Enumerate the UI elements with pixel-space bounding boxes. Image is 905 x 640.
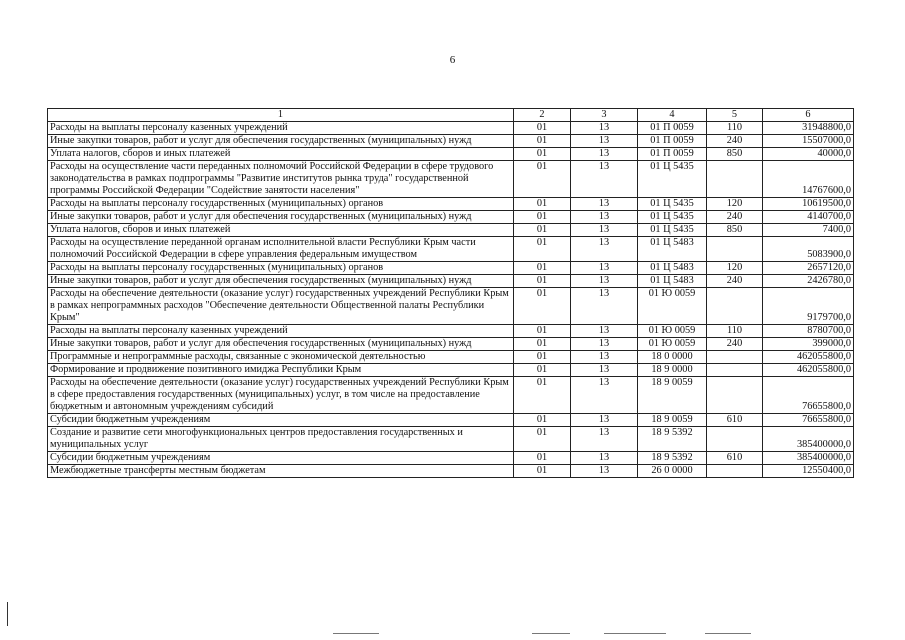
table-header-row xyxy=(48,109,854,122)
row-section: 01 xyxy=(514,122,571,135)
row-target-article: 01 Ц 5435 xyxy=(638,224,707,237)
row-amount: 40000,0 xyxy=(763,148,854,161)
row-amount: 76655800,0 xyxy=(763,414,854,427)
row-name: Расходы на выплаты персоналу казенных учреждений xyxy=(48,122,514,135)
footer-line xyxy=(532,633,570,634)
table-row xyxy=(48,351,854,364)
table-row xyxy=(48,224,854,237)
row-subsection: 13 xyxy=(571,148,638,161)
row-target-article: 01 Ц 5483 xyxy=(638,237,707,262)
row-subsection: 13 xyxy=(571,452,638,465)
row-amount: 462055800,0 xyxy=(763,364,854,377)
header-cell-6: 6 xyxy=(763,109,854,122)
row-amount: 8780700,0 xyxy=(763,325,854,338)
row-section: 01 xyxy=(514,325,571,338)
row-amount: 5083900,0 xyxy=(763,237,854,262)
row-name: Создание и развитие сети многофункциональных центров предоставления государственных и муниципальных услуг xyxy=(48,427,514,452)
row-name: Иные закупки товаров, работ и услуг для обеспечения государственных (муниципальных) нужд xyxy=(48,338,514,351)
row-section: 01 xyxy=(514,364,571,377)
row-name: Программные и непрограммные расходы, связанные с экономической деятельностью xyxy=(48,351,514,364)
row-section: 01 xyxy=(514,465,571,478)
row-amount: 385400000,0 xyxy=(763,452,854,465)
row-target-article: 01 П 0059 xyxy=(638,135,707,148)
row-subsection: 13 xyxy=(571,122,638,135)
row-name: Расходы на осуществление части переданных полномочий Российской Федерации в сфере трудового законодательства в рамках подпрограммы "Развитие институтов рынка труда" государственной программы Российской Федерации "Содействие занятости населения" xyxy=(48,161,514,198)
header-cell-2: 2 xyxy=(514,109,571,122)
table-row xyxy=(48,338,854,351)
row-section: 01 xyxy=(514,211,571,224)
row-subsection: 13 xyxy=(571,427,638,452)
row-name: Межбюджетные трансферты местным бюджетам xyxy=(48,465,514,478)
row-section: 01 xyxy=(514,135,571,148)
footer-line xyxy=(705,633,751,634)
row-target-article: 18 9 0000 xyxy=(638,364,707,377)
row-expense-type: 110 xyxy=(707,122,763,135)
row-amount: 7400,0 xyxy=(763,224,854,237)
header-cell-3: 3 xyxy=(571,109,638,122)
row-section: 01 xyxy=(514,351,571,364)
row-expense-type xyxy=(707,161,763,198)
margin-mark xyxy=(7,602,8,626)
row-subsection: 13 xyxy=(571,135,638,148)
header-cell-4: 4 xyxy=(638,109,707,122)
row-section: 01 xyxy=(514,427,571,452)
table-row xyxy=(48,161,854,198)
row-expense-type: 120 xyxy=(707,198,763,211)
row-target-article: 01 Ю 0059 xyxy=(638,288,707,325)
row-expense-type: 850 xyxy=(707,224,763,237)
row-name: Расходы на обеспечение деятельности (оказание услуг) государственных учреждений Республики Крым в рамках непрограммных расходов "Обеспечение деятельности Общественной палаты Республики Крым" xyxy=(48,288,514,325)
row-subsection: 13 xyxy=(571,377,638,414)
row-expense-type: 610 xyxy=(707,452,763,465)
row-name: Уплата налогов, сборов и иных платежей xyxy=(48,224,514,237)
row-section: 01 xyxy=(514,262,571,275)
row-amount: 2426780,0 xyxy=(763,275,854,288)
table-row xyxy=(48,325,854,338)
table-row xyxy=(48,377,854,414)
budget-table-body xyxy=(48,109,854,478)
row-section: 01 xyxy=(514,237,571,262)
row-subsection: 13 xyxy=(571,465,638,478)
row-amount: 9179700,0 xyxy=(763,288,854,325)
row-subsection: 13 xyxy=(571,224,638,237)
row-name: Расходы на выплаты персоналу государственных (муниципальных) органов xyxy=(48,198,514,211)
row-subsection: 13 xyxy=(571,237,638,262)
row-section: 01 xyxy=(514,452,571,465)
header-cell-1: 1 xyxy=(48,109,514,122)
row-expense-type: 240 xyxy=(707,338,763,351)
row-section: 01 xyxy=(514,338,571,351)
row-expense-type: 240 xyxy=(707,275,763,288)
row-amount: 76655800,0 xyxy=(763,377,854,414)
row-amount: 462055800,0 xyxy=(763,351,854,364)
row-amount: 15507000,0 xyxy=(763,135,854,148)
row-name: Расходы на обеспечение деятельности (оказание услуг) государственных учреждений Республики Крым в сфере предоставления государственных (муниципальных) услуг, в том числе на предоставление бюджетным и автономным учреждениям субсидий xyxy=(48,377,514,414)
row-subsection: 13 xyxy=(571,338,638,351)
table-row xyxy=(48,364,854,377)
row-name: Субсидии бюджетным учреждениям xyxy=(48,414,514,427)
row-target-article: 01 Ц 5435 xyxy=(638,211,707,224)
row-subsection: 13 xyxy=(571,288,638,325)
row-expense-type xyxy=(707,465,763,478)
row-expense-type: 240 xyxy=(707,135,763,148)
table-row xyxy=(48,465,854,478)
row-target-article: 18 9 5392 xyxy=(638,427,707,452)
row-target-article: 18 9 0059 xyxy=(638,377,707,414)
table-row xyxy=(48,414,854,427)
row-target-article: 18 0 0000 xyxy=(638,351,707,364)
row-section: 01 xyxy=(514,224,571,237)
row-expense-type xyxy=(707,351,763,364)
budget-table xyxy=(47,108,854,478)
row-amount: 14767600,0 xyxy=(763,161,854,198)
row-subsection: 13 xyxy=(571,211,638,224)
row-target-article: 01 Ц 5483 xyxy=(638,275,707,288)
row-name: Иные закупки товаров, работ и услуг для обеспечения государственных (муниципальных) нужд xyxy=(48,275,514,288)
row-section: 01 xyxy=(514,288,571,325)
row-subsection: 13 xyxy=(571,161,638,198)
row-expense-type: 850 xyxy=(707,148,763,161)
row-target-article: 01 Ц 5435 xyxy=(638,161,707,198)
row-subsection: 13 xyxy=(571,198,638,211)
row-target-article: 01 Ц 5435 xyxy=(638,198,707,211)
table-row xyxy=(48,452,854,465)
table-row xyxy=(48,135,854,148)
row-name: Иные закупки товаров, работ и услуг для обеспечения государственных (муниципальных) нужд xyxy=(48,211,514,224)
table-row xyxy=(48,211,854,224)
row-section: 01 xyxy=(514,148,571,161)
row-subsection: 13 xyxy=(571,414,638,427)
row-target-article: 18 9 0059 xyxy=(638,414,707,427)
table-row xyxy=(48,237,854,262)
table-row xyxy=(48,427,854,452)
table-row xyxy=(48,148,854,161)
header-cell-5: 5 xyxy=(707,109,763,122)
page-number: 6 xyxy=(449,54,456,66)
row-name: Расходы на осуществление переданной органам исполнительной власти Республики Крым части полномочий Российской Федерации в сфере управления федеральным имуществом xyxy=(48,237,514,262)
row-amount: 399000,0 xyxy=(763,338,854,351)
row-target-article: 26 0 0000 xyxy=(638,465,707,478)
row-expense-type xyxy=(707,237,763,262)
row-amount: 385400000,0 xyxy=(763,427,854,452)
row-amount: 10619500,0 xyxy=(763,198,854,211)
row-name: Формирование и продвижение позитивного имиджа Республики Крым xyxy=(48,364,514,377)
row-expense-type xyxy=(707,288,763,325)
row-expense-type: 110 xyxy=(707,325,763,338)
row-section: 01 xyxy=(514,377,571,414)
table-row xyxy=(48,275,854,288)
row-expense-type: 610 xyxy=(707,414,763,427)
row-name: Уплата налогов, сборов и иных платежей xyxy=(48,148,514,161)
row-amount: 2657120,0 xyxy=(763,262,854,275)
row-amount: 12550400,0 xyxy=(763,465,854,478)
row-target-article: 01 П 0059 xyxy=(638,148,707,161)
row-name: Субсидии бюджетным учреждениям xyxy=(48,452,514,465)
row-section: 01 xyxy=(514,414,571,427)
row-target-article: 18 9 5392 xyxy=(638,452,707,465)
row-section: 01 xyxy=(514,161,571,198)
row-name: Иные закупки товаров, работ и услуг для обеспечения государственных (муниципальных) нужд xyxy=(48,135,514,148)
table-row xyxy=(48,262,854,275)
row-amount: 4140700,0 xyxy=(763,211,854,224)
row-expense-type xyxy=(707,427,763,452)
row-target-article: 01 Ц 5483 xyxy=(638,262,707,275)
row-section: 01 xyxy=(514,198,571,211)
row-target-article: 01 Ю 0059 xyxy=(638,338,707,351)
row-subsection: 13 xyxy=(571,325,638,338)
row-target-article: 01 П 0059 xyxy=(638,122,707,135)
footer-line xyxy=(604,633,666,634)
table-row xyxy=(48,198,854,211)
row-target-article: 01 Ю 0059 xyxy=(638,325,707,338)
row-expense-type: 240 xyxy=(707,211,763,224)
row-expense-type: 120 xyxy=(707,262,763,275)
row-name: Расходы на выплаты персоналу государственных (муниципальных) органов xyxy=(48,262,514,275)
row-expense-type xyxy=(707,364,763,377)
row-subsection: 13 xyxy=(571,262,638,275)
table-row xyxy=(48,288,854,325)
footer-line xyxy=(333,633,379,634)
row-section: 01 xyxy=(514,275,571,288)
row-name: Расходы на выплаты персоналу казенных учреждений xyxy=(48,325,514,338)
table-row xyxy=(48,122,854,135)
row-subsection: 13 xyxy=(571,275,638,288)
row-subsection: 13 xyxy=(571,364,638,377)
row-amount: 31948800,0 xyxy=(763,122,854,135)
row-subsection: 13 xyxy=(571,351,638,364)
row-expense-type xyxy=(707,377,763,414)
